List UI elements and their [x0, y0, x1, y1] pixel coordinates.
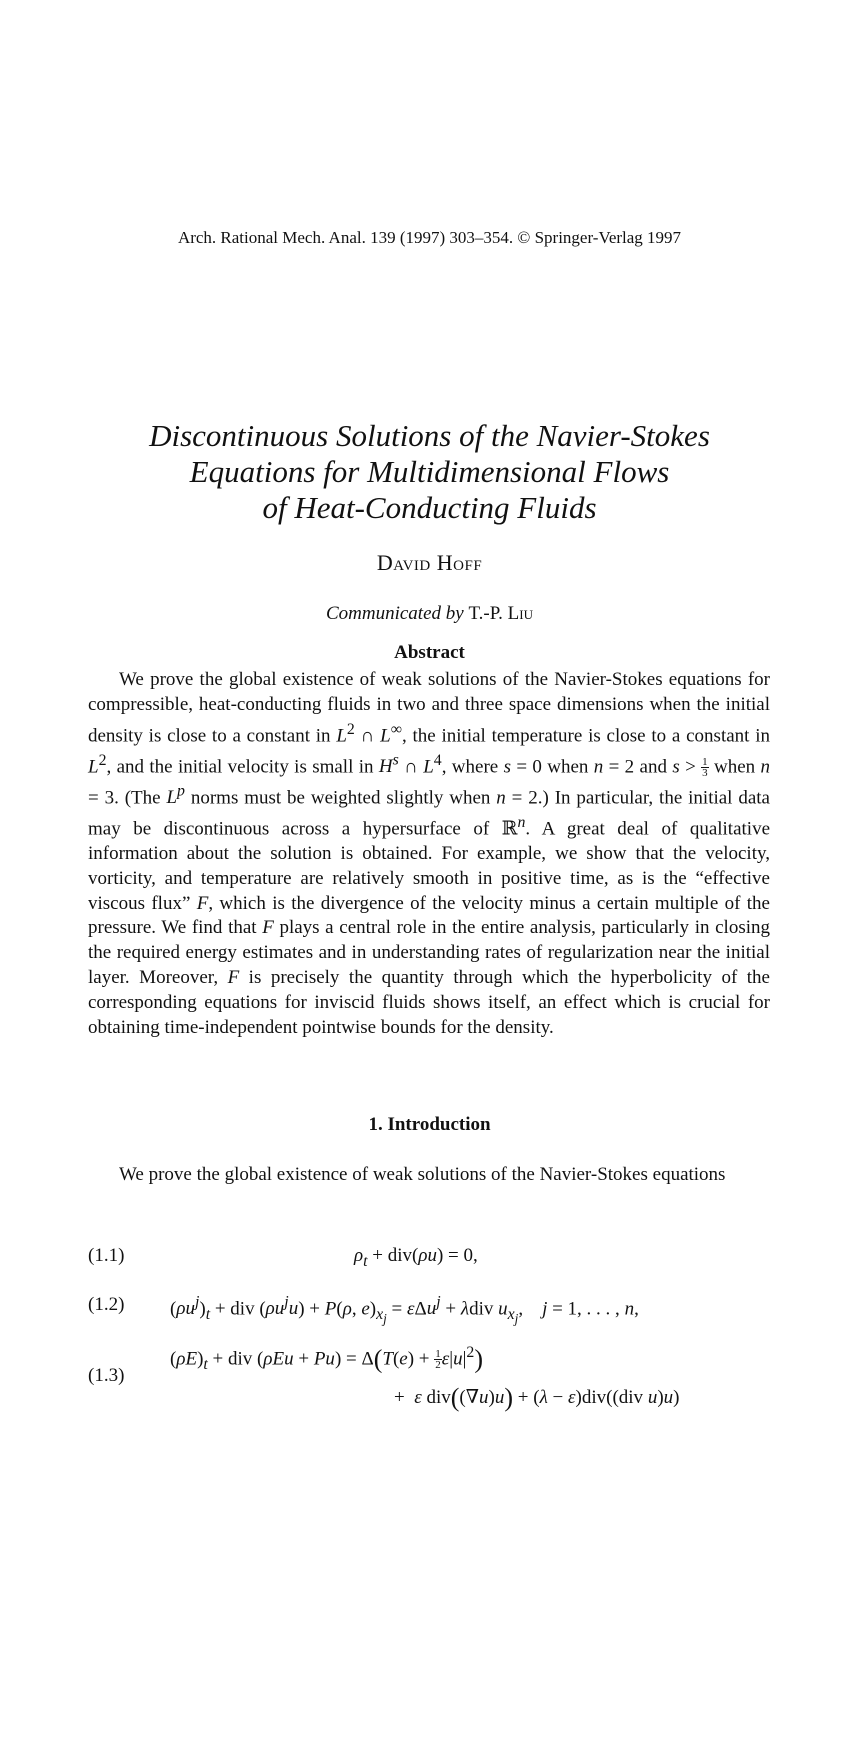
- introduction-lead: We prove the global existence of weak solutions of the Navier-Stokes equations: [119, 1164, 726, 1185]
- equation-1-3-line1: $(\rho E)_t$ + div (ρEu + Pu) = Δ(T(e) + $\frac{1}{2}$ $\varepsilon|u|^2$): [170, 1344, 483, 1374]
- introduction-heading: 1. Introduction: [368, 1114, 491, 1135]
- communicated-label: Communicated by: [325, 603, 464, 624]
- paper-title: [60, 418, 799, 526]
- communicated-name: T.-P. Liu: [468, 603, 534, 624]
- equation-1-1: $\rho_t + div(\rho u) = 0$,: [354, 1245, 478, 1270]
- communicated-by: [0, 603, 859, 625]
- abstract-heading: Abstract: [394, 642, 465, 663]
- journal-citation: Arch. Rational Mech. Anal. 139 (1997) 303–354. © Springer-Verlag 1997: [177, 228, 682, 247]
- title-line: Discontinuous Solutions of the Navier-Stokes: [149, 418, 710, 453]
- title-line: of Heat-Conducting Fluids: [262, 490, 597, 525]
- equation-label: (1.2): [88, 1294, 125, 1315]
- abstract-body: We prove the global existence of weak solutions of the Navier-Stokes equations for compressible, heat-conducting fluids in two and three space dimensions when the initial density is close to a constant in $L^2$ ∩ L∞, the initial temperature is close to a constant in $L^2$, and the initial velocity is small in $H^s$ ∩ $L^4$, where s = 0 when n = 2 and s > $\frac{1}{3}$ when n = 3. (The $L^p$ norms must be weighted slightly when n = 2.) In particular, the initial data may be discontinuous across a hypersurface of ℝ$^n$. A great deal of qualitative information about the solution is obtained. For example, we show that the velocity, vorticity, and temperature are relatively smooth in positive time, as is the “effective viscous flux” F, which is the divergence of the velocity minus a certain multiple of the pressure. We find that F plays a central role in the entire analysis, particularly in closing the required energy estimates and in understanding rates of regularization near the initial layer. Moreover, F is precisely the quantity through which the hyperbolicity of the corresponding equations for inviscid fluids shows itself, an effect which is crucial for obtaining time-independent pointwise bounds for the density.: [88, 669, 771, 1038]
- title-line: Equations for Multidimensional Flows: [189, 454, 670, 489]
- equation-label: (1.1): [88, 1245, 125, 1266]
- author-name: David Hoff: [376, 550, 483, 575]
- equation-1-3-line2: + ε div((∇u)u) + (λ − ε)div((div u)u): [394, 1383, 680, 1412]
- equation-1-2: $(\rho u^j)_t$ + div $(\rho u^ju) + P(\rho$, $e)_{x_j} = \varepsilon\Delta u^j + \lambda div$ $u_{x_j}$, j = 1, . . . , n,: [170, 1294, 639, 1327]
- equation-label: (1.3): [88, 1365, 125, 1386]
